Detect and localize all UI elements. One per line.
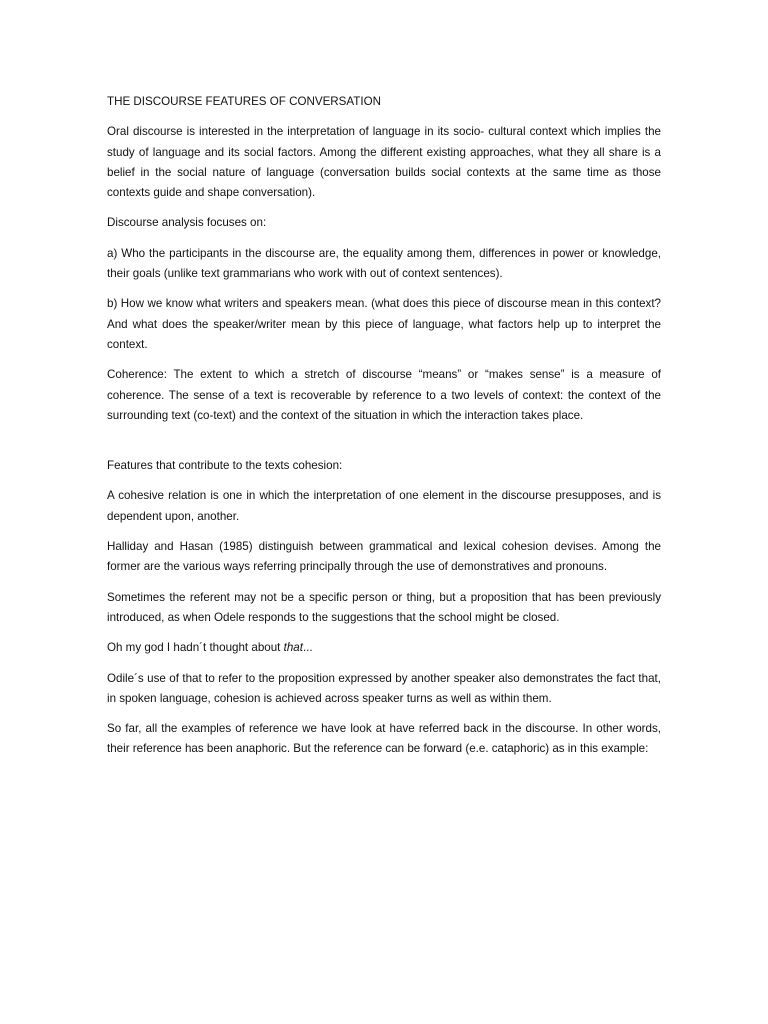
- paragraph-reference-forward: So far, all the examples of reference we have look at have referred back in the discourse. In other words, their reference has been anaphoric. But the reference can be forward (e.e. cataphoric) as in this example:: [107, 722, 661, 756]
- document-body: [107, 92, 661, 770]
- paragraph-coherence: Coherence: The extent to which a stretch of discourse “means” or “makes sense” is a measure of coherence. The sense of a text is recoverable by reference to a two levels of context: the context of the surrounding text (co-text) and the context of the situation in which the interaction takes place.: [107, 368, 661, 422]
- quote-prefix: Oh my god I hadn´t thought about: [107, 641, 284, 655]
- paragraph-example-quote: [107, 638, 661, 658]
- paragraph-odile-use: Odile´s use of that to refer to the proposition expressed by another speaker also demonstrates the fact that, in spoken language, cohesion is achieved across speaker turns as well as within them.: [107, 671, 661, 705]
- paragraph-oral-discourse: Oral discourse is interested in the interpretation of language in its socio- cultural context which implies the study of language and its social factors. Among the different existing approaches, what they all share is a belief in the social nature of language (conversation builds social contexts at the same time as those contexts guide and shape conversation).: [107, 125, 661, 200]
- document-title: THE DISCOURSE FEATURES OF CONVERSATION: [107, 95, 381, 108]
- quote-italic-word: that: [283, 641, 303, 655]
- paragraph-point-b: b) How we know what writers and speakers mean. (what does this piece of discourse mean in this context? And what does the speaker/writer mean by this piece of language, what factors help up to interpret the context.: [107, 297, 661, 351]
- paragraph-point-a: a) Who the participants in the discourse are, the equality among them, differences in power or knowledge, their goals (unlike text grammarians who work with out of context sentences).: [107, 246, 661, 281]
- paragraph-halliday-hasan: Halliday and Hasan (1985) distinguish between grammatical and lexical cohesion devises. Among the former are the various ways referring principally through the use of demonstratives and pronouns.: [107, 540, 661, 574]
- paragraph-cohesion-heading: Features that contribute to the texts cohesion:: [107, 459, 343, 473]
- quote-suffix: ...: [302, 641, 313, 655]
- paragraph-cohesive-relation: A cohesive relation is one in which the interpretation of one element in the discourse presupposes, and is dependent upon, another.: [107, 489, 661, 523]
- paragraph-discourse-analysis-focus: Discourse analysis focuses on:: [107, 216, 267, 230]
- paragraph-referent: Sometimes the referent may not be a specific person or thing, but a proposition that has been previously introduced, as when Odele responds to the suggestions that the school might be closed.: [107, 590, 661, 624]
